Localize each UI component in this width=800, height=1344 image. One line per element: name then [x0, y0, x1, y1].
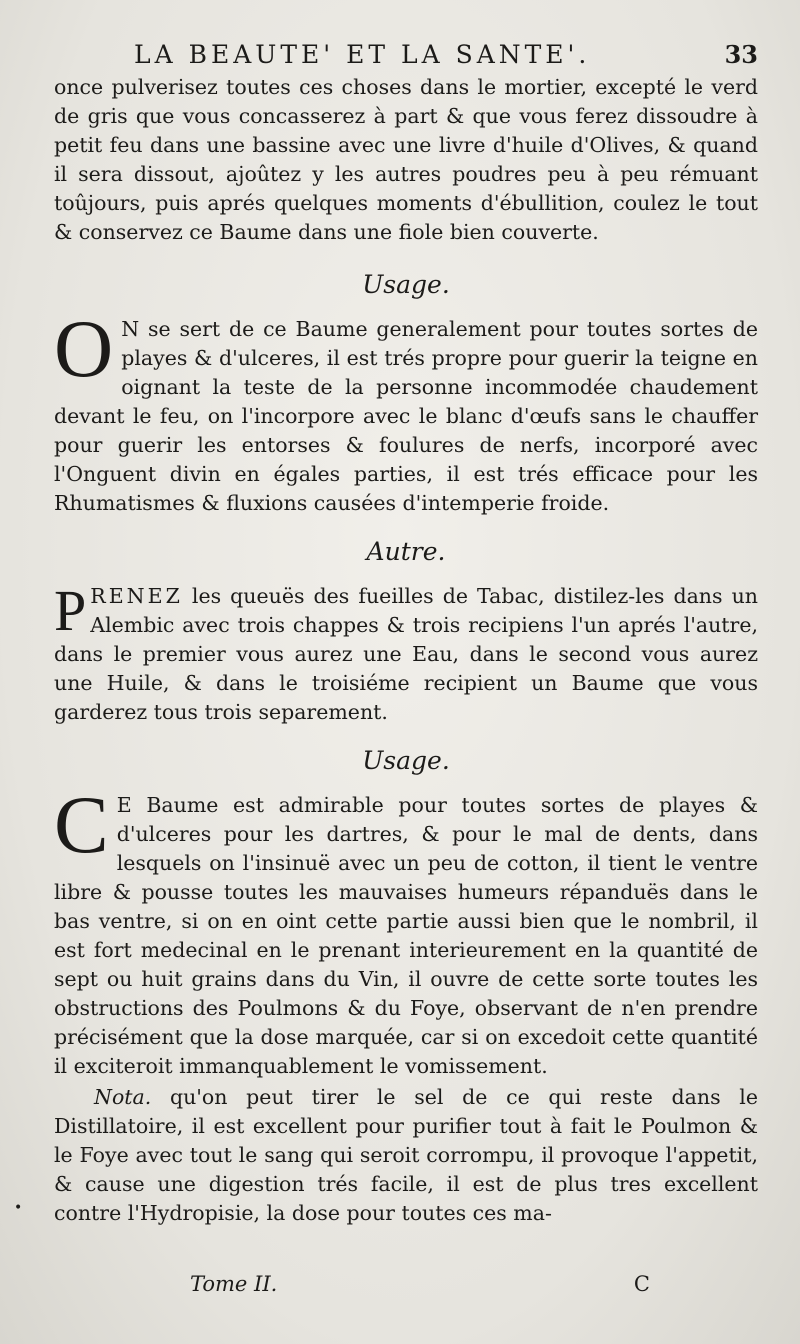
- paragraph-text: les queuës des fueilles de Tabac, distilez-les dans un Alembic avec trois chappes & trois recipiens l'un aprés l'autre, dans le premier vous aurez une Eau, dans le second vous aurez une Huile, & dans le troisiéme recipient un Baume que vous garderez tous trois separement.: [54, 584, 758, 724]
- page-footer: [190, 1272, 650, 1296]
- page-number: 33: [724, 40, 758, 69]
- lead-word: RENEZ: [90, 584, 183, 608]
- continuation-paragraph: once pulverisez toutes ces choses dans le mortier, excepté le verd de gris que vous concasserez à part & que vous ferez dissoudre à petit feu dans une bassine avec une livre d'huile d'Olives, & quand il sera dissout, ajoûtez y les autres poudres peu à peu rémuant toûjours, puis aprés quelques moments d'ébullition, coulez le tout & conservez ce Baume dans une fiole bien couverte.: [54, 75, 758, 244]
- lead-word: N: [121, 317, 140, 341]
- paragraph-text: se sert de ce Baume generalement pour toutes sortes de playes & d'ulceres, il est trés propre pour guerir la teigne en oignant la teste de la personne incommodée chaudement devant le feu, on l'incorpore avec le blanc d'œufs sans le chauffer pour guerir les entorses & foulures de nerfs, incorporé avec l'Onguent divin en égales parties, il est trés efficace pour les Rhumatismes & fluxions causées d'intemperie froide.: [54, 317, 758, 515]
- nota-text: qu'on peut tirer le sel de ce qui reste dans le Distillatoire, il est excellent pour purifier tout à fait le Poulmon & le Foye avec tout le sang qui seroit corrompu, il provoque l'appetit, & cause une digestion trés facile, il est de plus tres excellent contre l'Hydropisie, la dose pour toutes ces ma-: [54, 1085, 758, 1225]
- section-paragraph-autre: [54, 578, 758, 727]
- signature-mark: C: [633, 1272, 650, 1296]
- section-paragraph-usage-1: [54, 303, 758, 518]
- drop-cap: O: [54, 303, 114, 394]
- running-head: [54, 40, 758, 69]
- section-heading-autre: Autre.: [366, 537, 446, 566]
- section-heading-usage-2: Usage.: [362, 746, 450, 775]
- paragraph-text: Baume est admirable pour toutes sortes de playes & d'ulceres pour les dartres, & pour le mal de dents, dans lesquels on l'insinuë avec un peu de cotton, il tient le ventre libre & pousse toutes les mauvaises humeurs répanduës dans le bas ventre, si on en oint cette partie aussi bien que le nombril, il est fort medecinal en le prenant interieurement en la quantité de sept ou huit grains dans du Vin, il ouvre de cette sorte toutes les obstructions des Poulmons & du Foye, observant de n'en prendre précisément que la dose marquée, car si on excedoit cette quantité il exciteroit immanquablement le vomissement.: [54, 793, 758, 1078]
- nota-paragraph: [54, 1083, 758, 1228]
- section-heading-usage-1: Usage.: [362, 270, 450, 299]
- section-paragraph-usage-2: [54, 779, 758, 1081]
- drop-cap: P: [54, 578, 87, 643]
- drop-cap: C: [54, 779, 109, 870]
- tome-label: Tome II.: [190, 1272, 278, 1296]
- margin-dot-mark: •: [14, 1200, 23, 1216]
- running-title: LA BEAUTE' ET LA SANTE'.: [134, 40, 591, 69]
- nota-label: Nota.: [94, 1085, 152, 1109]
- lead-word: E: [116, 793, 132, 817]
